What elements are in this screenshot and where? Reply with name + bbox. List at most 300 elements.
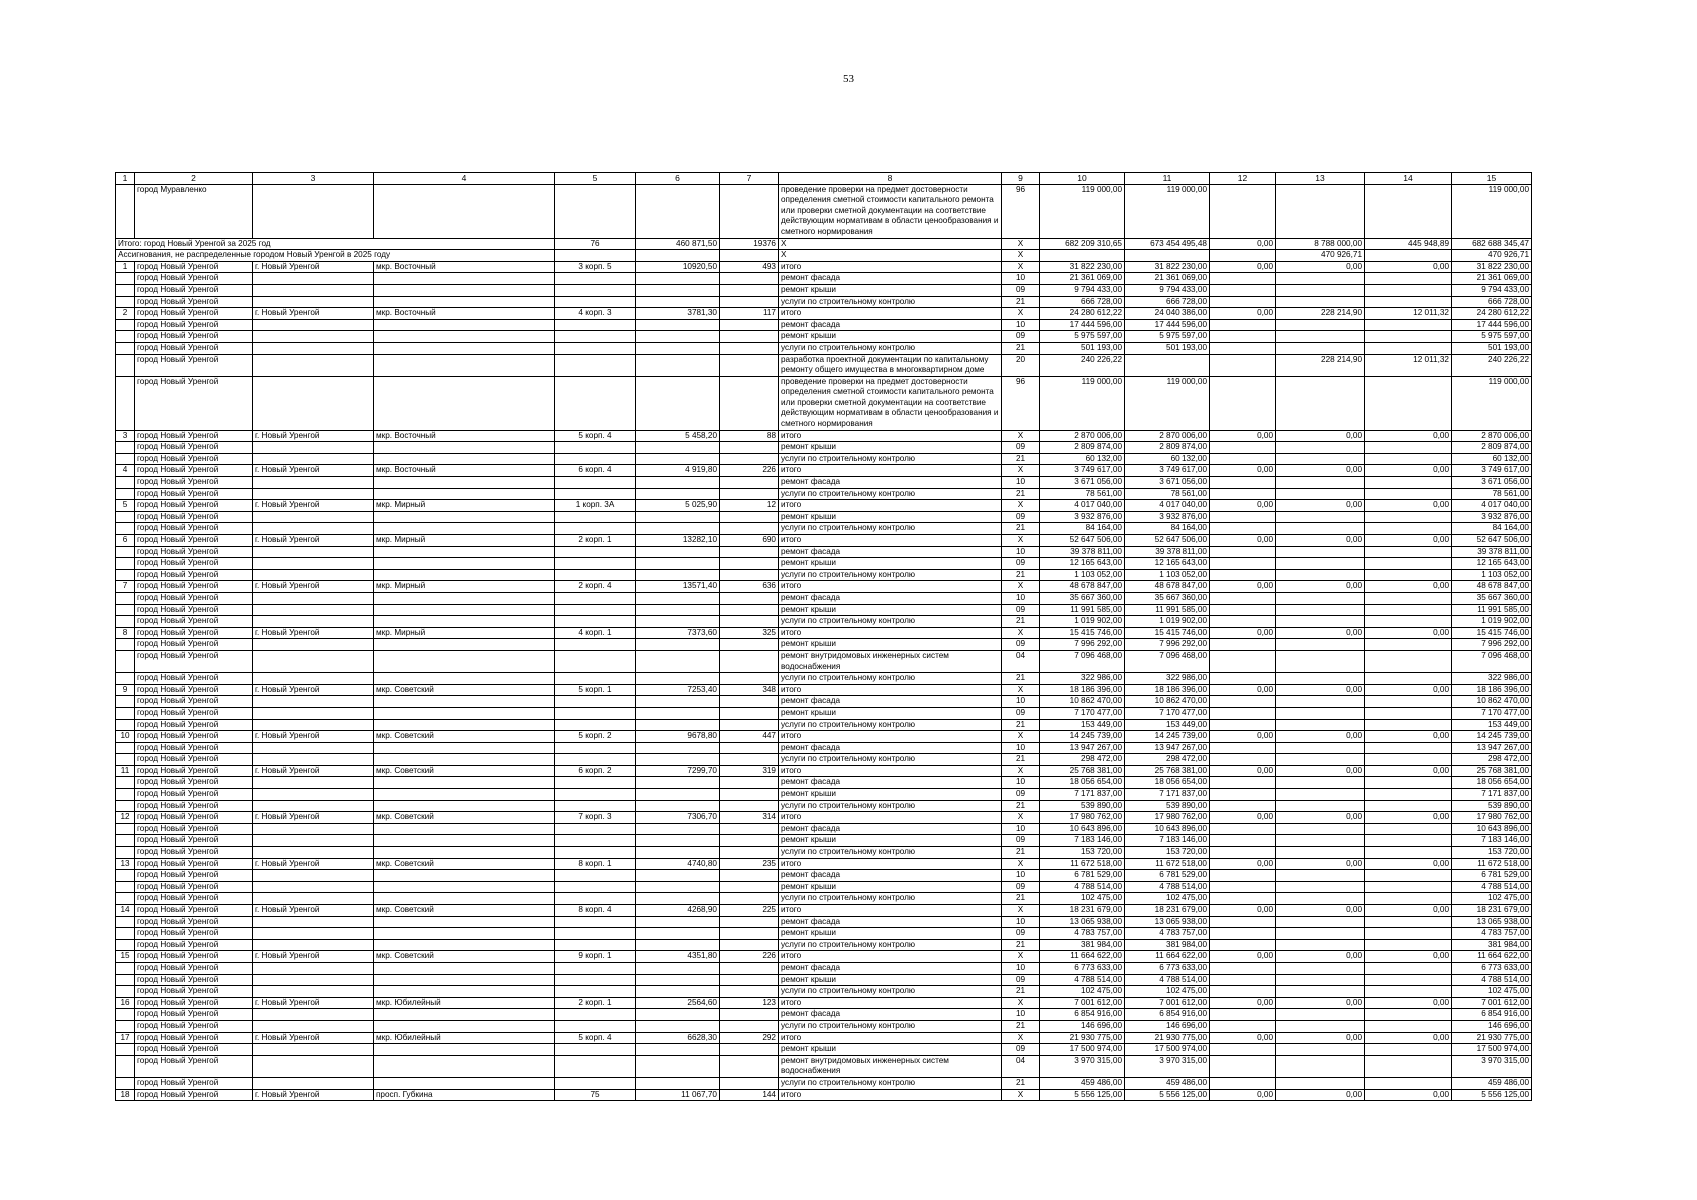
settlement-cell (253, 1044, 374, 1056)
work-code-cell: 21 (1002, 673, 1040, 685)
budget-amount-cell (1210, 916, 1276, 928)
settlement-cell: г. Новый Уренгой (253, 581, 374, 593)
row-number-cell (116, 974, 135, 986)
total-cost-cell: 52 647 506,00 (1040, 535, 1125, 547)
owners-amount-cell (1365, 893, 1452, 905)
municipal-amount-cell (1276, 673, 1365, 685)
table-row (116, 535, 1532, 547)
grand-total-cell: 119 000,00 (1452, 376, 1532, 430)
total-cost-cell: 12 165 643,00 (1040, 558, 1125, 570)
municipal-amount-cell (1276, 870, 1365, 882)
grand-total-cell: 102 475,00 (1452, 986, 1532, 998)
house-number-cell (555, 719, 636, 731)
fund-amount-cell: 7 170 477,00 (1125, 707, 1210, 719)
total-cost-cell: 60 132,00 (1040, 453, 1125, 465)
residents-cell (720, 673, 779, 685)
work-code-cell: Х (1002, 905, 1040, 917)
work-type-cell: итого (779, 731, 1002, 743)
grand-total-cell: 322 986,00 (1452, 673, 1532, 685)
settlement-cell (253, 639, 374, 651)
total-cost-cell: 4 788 514,00 (1040, 881, 1125, 893)
owners-amount-cell (1365, 1044, 1452, 1056)
budget-amount-cell (1210, 523, 1276, 535)
residents-cell (720, 453, 779, 465)
municipality-cell: город Новый Уренгой (135, 1089, 253, 1101)
work-type-cell: Х (779, 238, 1002, 250)
house-number-cell (555, 1009, 636, 1021)
owners-amount-cell (1365, 546, 1452, 558)
municipality-cell: город Новый Уренгой (135, 951, 253, 963)
residents-cell (720, 789, 779, 801)
table-row (116, 835, 1532, 847)
table-row (116, 342, 1532, 354)
municipal-amount-cell (1276, 273, 1365, 285)
total-cost-cell: 48 678 847,00 (1040, 581, 1125, 593)
row-number-cell: 1 (116, 261, 135, 273)
residents-cell (720, 754, 779, 766)
owners-amount-cell (1365, 789, 1452, 801)
owners-amount-cell (1365, 777, 1452, 789)
municipal-amount-cell (1276, 523, 1365, 535)
area-cell (636, 354, 720, 376)
work-type-cell: итого (779, 858, 1002, 870)
work-type-cell: услуги по строительному контролю (779, 754, 1002, 766)
work-code-cell: 09 (1002, 835, 1040, 847)
residents-cell (720, 1055, 779, 1077)
work-code-cell: Х (1002, 765, 1040, 777)
district-cell (374, 789, 555, 801)
work-code-cell: 21 (1002, 986, 1040, 998)
fund-amount-cell: 7 996 292,00 (1125, 639, 1210, 651)
grand-total-cell: 31 822 230,00 (1452, 261, 1532, 273)
work-code-cell: 10 (1002, 742, 1040, 754)
work-type-cell: услуги по строительному контролю (779, 523, 1002, 535)
municipal-amount-cell (1276, 331, 1365, 343)
settlement-cell (253, 1009, 374, 1021)
row-number-cell (116, 962, 135, 974)
owners-amount-cell (1365, 928, 1452, 940)
municipal-amount-cell (1276, 881, 1365, 893)
work-type-cell: итого (779, 951, 1002, 963)
header-cell: 10 (1040, 173, 1125, 185)
row-number-cell (116, 639, 135, 651)
table-row (116, 500, 1532, 512)
house-number-cell: 4 корп. 3 (555, 308, 636, 320)
work-code-cell: 09 (1002, 639, 1040, 651)
budget-amount-cell: 0,00 (1210, 308, 1276, 320)
settlement-cell (253, 789, 374, 801)
owners-amount-cell (1365, 742, 1452, 754)
budget-amount-cell: 0,00 (1210, 731, 1276, 743)
area-cell (636, 696, 720, 708)
fund-amount-cell: 13 947 267,00 (1125, 742, 1210, 754)
fund-amount-cell: 84 164,00 (1125, 523, 1210, 535)
municipal-amount-cell: 0,00 (1276, 951, 1365, 963)
work-code-cell: 09 (1002, 558, 1040, 570)
grand-total-cell: 60 132,00 (1452, 453, 1532, 465)
table-row (116, 707, 1532, 719)
row-number-cell: 13 (116, 858, 135, 870)
district-cell (374, 453, 555, 465)
municipality-cell: город Новый Уренгой (135, 296, 253, 308)
fund-amount-cell: 1 103 052,00 (1125, 569, 1210, 581)
residents-cell (720, 523, 779, 535)
municipal-amount-cell (1276, 376, 1365, 430)
budget-amount-cell (1210, 604, 1276, 616)
grand-total-cell: 17 500 974,00 (1452, 1044, 1532, 1056)
residents-cell (720, 707, 779, 719)
header-cell: 12 (1210, 173, 1276, 185)
owners-amount-cell (1365, 974, 1452, 986)
municipal-amount-cell (1276, 916, 1365, 928)
budget-amount-cell (1210, 650, 1276, 672)
area-cell (636, 650, 720, 672)
district-cell (374, 823, 555, 835)
owners-amount-cell: 0,00 (1365, 858, 1452, 870)
area-cell (636, 777, 720, 789)
area-cell: 7373,60 (636, 627, 720, 639)
area-cell (636, 296, 720, 308)
municipality-cell: город Новый Уренгой (135, 616, 253, 628)
budget-amount-cell (1210, 546, 1276, 558)
settlement-cell (253, 847, 374, 859)
table-row (116, 442, 1532, 454)
work-code-cell: 10 (1002, 1009, 1040, 1021)
municipality-cell: город Новый Уренгой (135, 430, 253, 442)
municipal-amount-cell (1276, 719, 1365, 731)
district-cell: мкр. Восточный (374, 430, 555, 442)
table-row (116, 546, 1532, 558)
district-cell (374, 881, 555, 893)
owners-amount-cell (1365, 296, 1452, 308)
district-cell (374, 184, 555, 238)
municipal-amount-cell (1276, 442, 1365, 454)
table-row (116, 184, 1532, 238)
house-number-cell: 9 корп. 1 (555, 951, 636, 963)
grand-total-cell: 381 984,00 (1452, 939, 1532, 951)
owners-amount-cell (1365, 1077, 1452, 1089)
budget-amount-cell (1210, 453, 1276, 465)
fund-amount-cell: 381 984,00 (1125, 939, 1210, 951)
municipality-cell: город Новый Уренгой (135, 881, 253, 893)
work-code-cell: 10 (1002, 777, 1040, 789)
grand-total-cell: 17 980 762,00 (1452, 812, 1532, 824)
residents-cell (720, 719, 779, 731)
table-row (116, 430, 1532, 442)
grand-total-cell: 10 862 470,00 (1452, 696, 1532, 708)
work-code-cell: 21 (1002, 1020, 1040, 1032)
house-number-cell (555, 696, 636, 708)
work-code-cell: 10 (1002, 477, 1040, 489)
table-row (116, 511, 1532, 523)
total-cost-cell: 5 975 597,00 (1040, 331, 1125, 343)
work-type-cell: Х (779, 250, 1002, 262)
fund-amount-cell (1125, 250, 1210, 262)
area-cell (636, 673, 720, 685)
owners-amount-cell (1365, 939, 1452, 951)
fund-amount-cell: 102 475,00 (1125, 893, 1210, 905)
area-cell (636, 928, 720, 940)
owners-amount-cell: 0,00 (1365, 951, 1452, 963)
owners-amount-cell (1365, 639, 1452, 651)
owners-amount-cell (1365, 650, 1452, 672)
owners-amount-cell: 0,00 (1365, 430, 1452, 442)
owners-amount-cell: 0,00 (1365, 500, 1452, 512)
fund-amount-cell: 102 475,00 (1125, 986, 1210, 998)
total-cost-cell: 17 500 974,00 (1040, 1044, 1125, 1056)
house-number-cell (555, 477, 636, 489)
table-row (116, 296, 1532, 308)
table-row (116, 858, 1532, 870)
settlement-cell (253, 742, 374, 754)
house-number-cell (555, 546, 636, 558)
row-number-cell: 12 (116, 812, 135, 824)
grand-total-cell: 6 781 529,00 (1452, 870, 1532, 882)
municipal-amount-cell (1276, 453, 1365, 465)
grand-total-cell: 4 017 040,00 (1452, 500, 1532, 512)
row-number-cell (116, 986, 135, 998)
house-number-cell (555, 376, 636, 430)
area-cell: 13571,40 (636, 581, 720, 593)
total-cost-cell: 501 193,00 (1040, 342, 1125, 354)
total-cost-cell: 682 209 310,65 (1040, 238, 1125, 250)
settlement-cell (253, 546, 374, 558)
house-number-cell: 1 корп. 3А (555, 500, 636, 512)
district-cell (374, 592, 555, 604)
row-number-cell (116, 604, 135, 616)
work-type-cell: ремонт крыши (779, 284, 1002, 296)
municipality-cell: город Муравленко (135, 184, 253, 238)
residents-cell (720, 696, 779, 708)
residents-cell (720, 650, 779, 672)
budget-amount-cell: 0,00 (1210, 951, 1276, 963)
house-number-cell: 8 корп. 4 (555, 905, 636, 917)
area-cell (636, 523, 720, 535)
owners-amount-cell (1365, 250, 1452, 262)
house-number-cell (555, 742, 636, 754)
area-cell: 3781,30 (636, 308, 720, 320)
municipal-amount-cell (1276, 511, 1365, 523)
row-number-cell (116, 1055, 135, 1077)
header-cell: 3 (253, 173, 374, 185)
residents-cell (720, 331, 779, 343)
total-cost-cell: 119 000,00 (1040, 184, 1125, 238)
settlement-cell (253, 376, 374, 430)
district-cell (374, 916, 555, 928)
work-code-cell: 21 (1002, 800, 1040, 812)
municipal-amount-cell: 0,00 (1276, 1032, 1365, 1044)
district-cell (374, 546, 555, 558)
work-type-cell: ремонт фасада (779, 1009, 1002, 1021)
table-row (116, 684, 1532, 696)
house-number-cell (555, 893, 636, 905)
settlement-cell (253, 974, 374, 986)
area-cell: 5 458,20 (636, 430, 720, 442)
grand-total-cell: 4 788 514,00 (1452, 974, 1532, 986)
settlement-cell: г. Новый Уренгой (253, 812, 374, 824)
row-number-cell: 18 (116, 1089, 135, 1101)
table-row (116, 870, 1532, 882)
budget-amount-cell (1210, 974, 1276, 986)
municipal-amount-cell (1276, 592, 1365, 604)
residents-cell (720, 1009, 779, 1021)
municipality-cell: город Новый Уренгой (135, 273, 253, 285)
fund-amount-cell: 298 472,00 (1125, 754, 1210, 766)
budget-amount-cell (1210, 639, 1276, 651)
work-type-cell: итого (779, 581, 1002, 593)
house-number-cell (555, 273, 636, 285)
budget-amount-cell (1210, 273, 1276, 285)
district-cell (374, 342, 555, 354)
district-cell (374, 673, 555, 685)
table-row (116, 939, 1532, 951)
table-row (116, 1009, 1532, 1021)
settlement-cell: г. Новый Уренгой (253, 684, 374, 696)
house-number-cell (555, 986, 636, 998)
district-cell (374, 477, 555, 489)
district-cell (374, 1009, 555, 1021)
residents-cell (720, 569, 779, 581)
municipality-cell: город Новый Уренгой (135, 974, 253, 986)
district-cell (374, 511, 555, 523)
grand-total-cell: 21 361 069,00 (1452, 273, 1532, 285)
settlement-cell (253, 511, 374, 523)
total-cost-cell: 15 415 746,00 (1040, 627, 1125, 639)
residents-cell: 319 (720, 765, 779, 777)
municipality-cell: город Новый Уренгой (135, 997, 253, 1009)
row-number-cell (116, 616, 135, 628)
total-cost-cell: 6 781 529,00 (1040, 870, 1125, 882)
residents-cell (720, 488, 779, 500)
work-code-cell: 10 (1002, 696, 1040, 708)
total-cost-cell: 119 000,00 (1040, 376, 1125, 430)
settlement-cell: г. Новый Уренгой (253, 951, 374, 963)
settlement-cell (253, 273, 374, 285)
budget-amount-cell (1210, 354, 1276, 376)
total-cost-cell: 4 783 757,00 (1040, 928, 1125, 940)
grand-total-cell: 78 561,00 (1452, 488, 1532, 500)
district-cell (374, 523, 555, 535)
settlement-cell (253, 777, 374, 789)
house-number-cell: 5 корп. 2 (555, 731, 636, 743)
budget-amount-cell (1210, 881, 1276, 893)
grand-total-cell: 146 696,00 (1452, 1020, 1532, 1032)
house-number-cell: 76 (555, 238, 636, 250)
grand-total-cell: 39 378 811,00 (1452, 546, 1532, 558)
grand-total-cell: 153 720,00 (1452, 847, 1532, 859)
municipal-amount-cell (1276, 1009, 1365, 1021)
municipality-cell: город Новый Уренгой (135, 442, 253, 454)
municipality-cell: город Новый Уренгой (135, 696, 253, 708)
district-cell (374, 650, 555, 672)
house-number-cell: 5 корп. 1 (555, 684, 636, 696)
municipal-amount-cell (1276, 184, 1365, 238)
table-row (116, 453, 1532, 465)
grand-total-cell: 501 193,00 (1452, 342, 1532, 354)
budget-amount-cell (1210, 719, 1276, 731)
work-type-cell: услуги по строительному контролю (779, 296, 1002, 308)
district-cell (374, 354, 555, 376)
district-cell (374, 558, 555, 570)
grand-total-cell: 52 647 506,00 (1452, 535, 1532, 547)
house-number-cell (555, 250, 636, 262)
municipal-amount-cell (1276, 847, 1365, 859)
grand-total-cell: 21 930 775,00 (1452, 1032, 1532, 1044)
budget-amount-cell (1210, 777, 1276, 789)
house-number-cell: 6 корп. 2 (555, 765, 636, 777)
owners-amount-cell (1365, 477, 1452, 489)
municipal-amount-cell (1276, 284, 1365, 296)
grand-total-cell: 48 678 847,00 (1452, 581, 1532, 593)
work-code-cell: 21 (1002, 453, 1040, 465)
municipal-amount-cell (1276, 1020, 1365, 1032)
work-type-cell: проведение проверки на предмет достоверности определения сметной стоимости капитального ремонта или проверки сметной документации на соответствие действующим нормативам в области ценообразования и сметного нормирования (779, 376, 1002, 430)
residents-cell (720, 558, 779, 570)
district-cell (374, 1055, 555, 1077)
budget-amount-cell: 0,00 (1210, 765, 1276, 777)
area-cell (636, 916, 720, 928)
house-number-cell: 3 корп. 5 (555, 261, 636, 273)
table-row (116, 1089, 1532, 1101)
header-cell: 11 (1125, 173, 1210, 185)
row-number-cell (116, 342, 135, 354)
house-number-cell (555, 354, 636, 376)
fund-amount-cell: 17 500 974,00 (1125, 1044, 1210, 1056)
work-code-cell: 21 (1002, 719, 1040, 731)
work-type-cell: услуги по строительному контролю (779, 673, 1002, 685)
house-number-cell (555, 881, 636, 893)
row-number-cell (116, 673, 135, 685)
budget-amount-cell (1210, 331, 1276, 343)
residents-cell (720, 184, 779, 238)
district-cell (374, 974, 555, 986)
district-cell: мкр. Мирный (374, 627, 555, 639)
residents-cell (720, 1077, 779, 1089)
grand-total-cell: 4 788 514,00 (1452, 881, 1532, 893)
total-cost-cell: 3 970 315,00 (1040, 1055, 1125, 1077)
grand-total-cell: 459 486,00 (1452, 1077, 1532, 1089)
fund-amount-cell: 9 794 433,00 (1125, 284, 1210, 296)
district-cell: мкр. Советский (374, 858, 555, 870)
row-number-cell: 7 (116, 581, 135, 593)
area-cell (636, 616, 720, 628)
district-cell (374, 376, 555, 430)
work-code-cell: 09 (1002, 442, 1040, 454)
fund-amount-cell: 11 672 518,00 (1125, 858, 1210, 870)
budget-amount-cell (1210, 488, 1276, 500)
municipality-cell: город Новый Уренгой (135, 812, 253, 824)
municipal-amount-cell (1276, 823, 1365, 835)
work-code-cell: 10 (1002, 546, 1040, 558)
house-number-cell (555, 442, 636, 454)
residents-cell (720, 296, 779, 308)
total-cost-cell: 153 720,00 (1040, 847, 1125, 859)
work-type-cell: итого (779, 627, 1002, 639)
municipality-cell: город Новый Уренгой (135, 893, 253, 905)
settlement-cell (253, 488, 374, 500)
district-cell (374, 569, 555, 581)
owners-amount-cell: 0,00 (1365, 1089, 1452, 1101)
total-cost-cell (1040, 250, 1125, 262)
work-type-cell: итого (779, 905, 1002, 917)
municipality-cell: город Новый Уренгой (135, 928, 253, 940)
row-number-cell (116, 569, 135, 581)
district-cell (374, 1077, 555, 1089)
area-cell (636, 719, 720, 731)
grand-total-cell: 1 103 052,00 (1452, 569, 1532, 581)
row-number-cell: 17 (116, 1032, 135, 1044)
district-cell (374, 893, 555, 905)
